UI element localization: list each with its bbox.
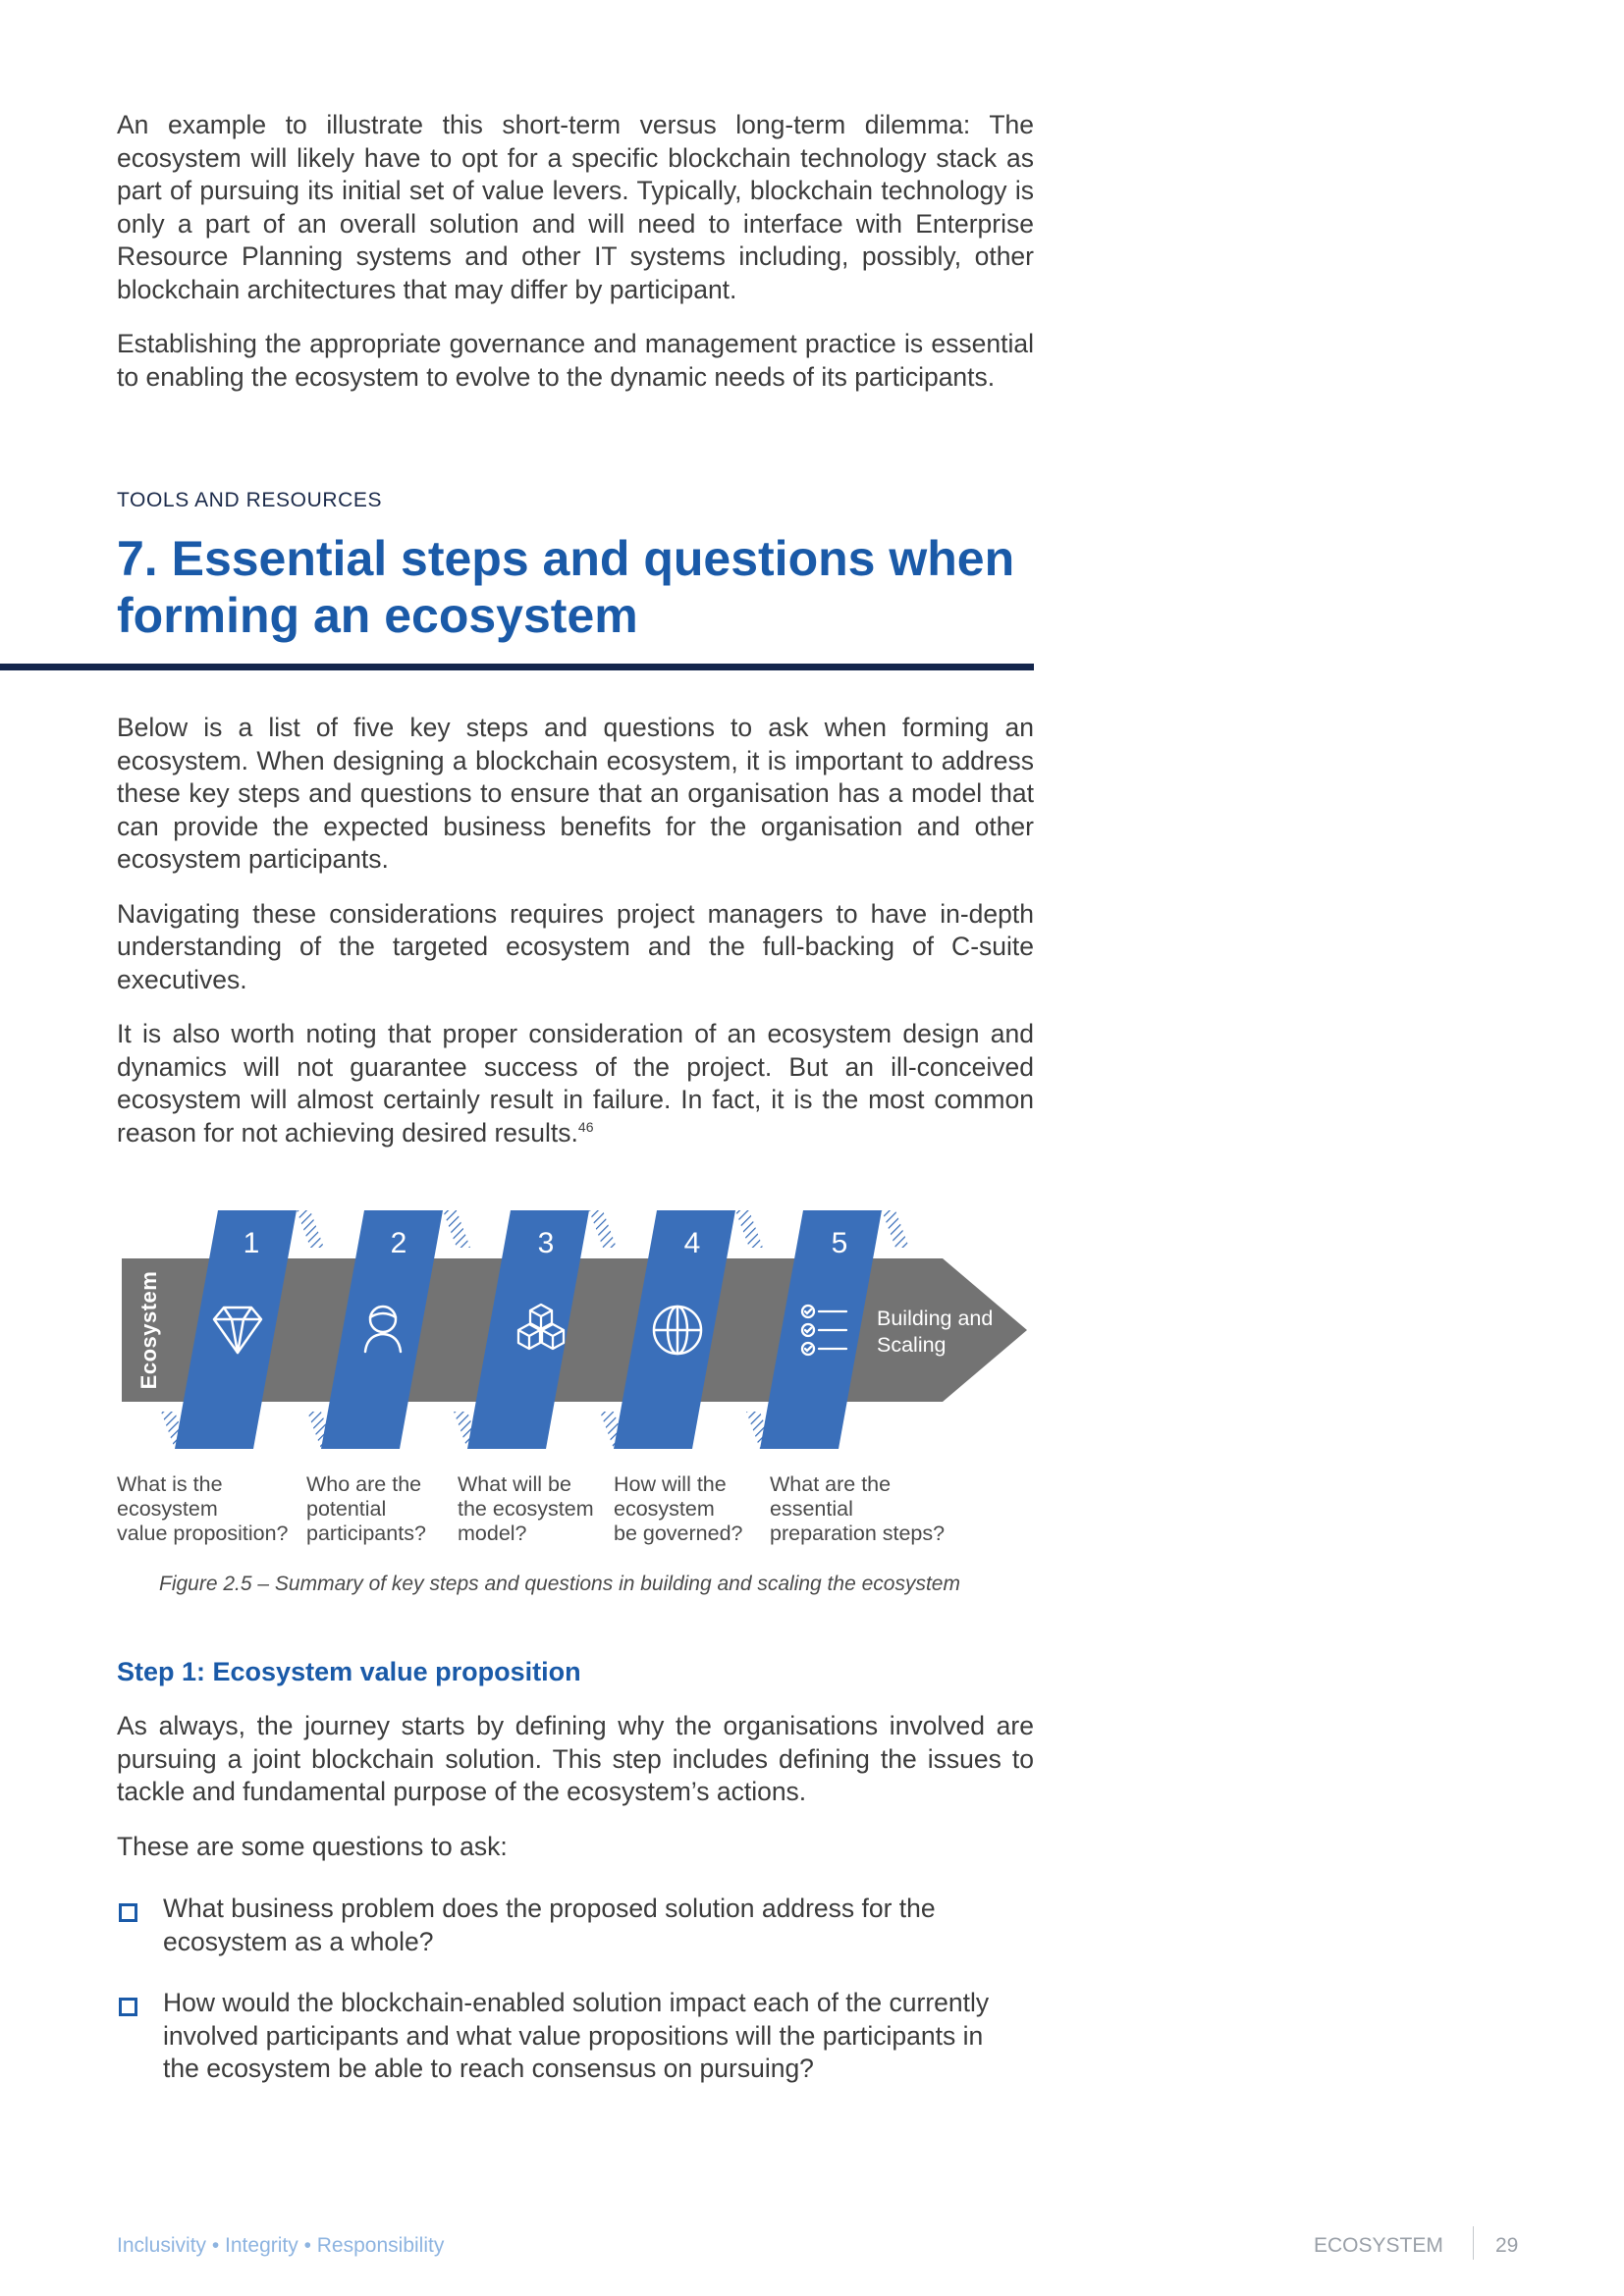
footer-tagline: Inclusivity • Integrity • Responsibility xyxy=(117,2234,445,2257)
building-scaling-label-2: Scaling xyxy=(877,1333,947,1357)
q4-line: be governed? xyxy=(614,1522,743,1545)
step-5-question xyxy=(770,1472,945,1546)
step-2-number: 2 xyxy=(390,1227,407,1259)
q1-line: What is the xyxy=(117,1472,223,1496)
q3-line: model? xyxy=(458,1522,527,1545)
step-3-question xyxy=(458,1472,594,1546)
body-paragraph-2: Navigating these considerations requires project managers to have in-depth understanding of the targeted ecosystem and the full-backing of C-suite executives. xyxy=(117,898,1034,994)
footnote-ref: 46 xyxy=(577,1118,594,1135)
step-1-section xyxy=(117,1657,1034,2086)
footer-section: ECOSYSTEM xyxy=(1314,2234,1443,2257)
checkbox-icon xyxy=(119,1903,137,1922)
question-text: How would the blockchain-enabled solution impact each of the currently involved participants and what value propositions will the participants in the ecosystem be able to reach consensus on pursuing? xyxy=(163,1988,990,2083)
q2-line: participants? xyxy=(306,1522,426,1545)
title-line-1: 7. Essential steps and questions when xyxy=(117,531,1015,586)
intro-paragraph-1: An example to illustrate this short-term versus long-term dilemma: The ecosystem will likely have to opt for a specific blockchain technology stack as part of pursuing its initial set of value levers. Typically, blockchain technology is only a part of an overall solution and will need to interface with Enterprise Resource Planning systems and other IT systems including, possibly, other blockchain architectures that may differ by participant. xyxy=(117,110,1034,304)
intro-paragraph-2: Establishing the appropriate governance and management practice is essential to enabling the ecosystem to evolve to the dynamic needs of its participants. xyxy=(117,329,1034,392)
q5-line: preparation steps? xyxy=(770,1522,946,1545)
title-line-2: forming an ecosystem xyxy=(117,588,638,643)
q2-line: potential xyxy=(306,1497,387,1521)
step-5-number: 5 xyxy=(831,1227,848,1259)
q3-line: What will be xyxy=(458,1472,571,1496)
figure-caption: Figure 2.5 – Summary of key steps and questions in building and scaling the ecosystem xyxy=(159,1573,960,1595)
step-1-prompt: These are some questions to ask: xyxy=(117,1831,508,1861)
step-4-question xyxy=(614,1472,743,1546)
q5-line: essential xyxy=(770,1497,853,1521)
q1-line: value proposition? xyxy=(117,1522,289,1545)
page-number: 29 xyxy=(1495,2234,1519,2257)
step-3-number: 3 xyxy=(537,1227,555,1259)
question-list xyxy=(117,1893,1020,2086)
body-paragraph-1: Below is a list of five key steps and questions to ask when forming an ecosystem. When designing a blockchain ecosystem, it is important to address these key steps and questions to ensure that an organisation has a model that can provide the expected business benefits for the organisation and other ecosystem participants. xyxy=(117,713,1034,874)
list-item xyxy=(117,1987,1020,2086)
globe-icon xyxy=(654,1307,701,1354)
step-1-paragraph: As always, the journey starts by defining why the organisations involved are pursuing a joint blockchain solution. This step includes defining the issues to tackle and fundamental purpose of the ecosystem’s actions. xyxy=(117,1711,1034,1806)
footer-divider xyxy=(1473,2226,1474,2260)
step-4-number: 4 xyxy=(683,1227,701,1259)
q1-line: ecosystem xyxy=(117,1497,218,1521)
section-kicker: TOOLS AND RESOURCES xyxy=(117,489,383,511)
q4-line: ecosystem xyxy=(614,1497,715,1521)
step-1-question xyxy=(117,1472,289,1546)
body-paragraph-3-text: It is also worth noting that proper consideration of an ecosystem design and dynamics will not guarantee success of the project. But an ill-conceived ecosystem will almost certainly result in failure. In fact, it is the most common reason for not achieving desired results. xyxy=(117,1019,1034,1148)
q3-line: the ecosystem xyxy=(458,1497,594,1521)
ecosystem-side-label: Ecosystem xyxy=(136,1270,161,1390)
step-1-title: Step 1: Ecosystem value proposition xyxy=(117,1657,581,1686)
q4-line: How will the xyxy=(614,1472,727,1496)
checkbox-icon xyxy=(119,1998,137,2016)
step-2-question xyxy=(306,1472,426,1546)
step-1-number: 1 xyxy=(243,1227,260,1259)
q5-line: What are the xyxy=(770,1472,892,1496)
list-item xyxy=(117,1893,1020,1958)
building-scaling-label-1: Building and xyxy=(877,1307,994,1330)
question-text: What business problem does the proposed solution address for the ecosystem as a whole? xyxy=(163,1894,936,1956)
q2-line: Who are the xyxy=(306,1472,422,1496)
